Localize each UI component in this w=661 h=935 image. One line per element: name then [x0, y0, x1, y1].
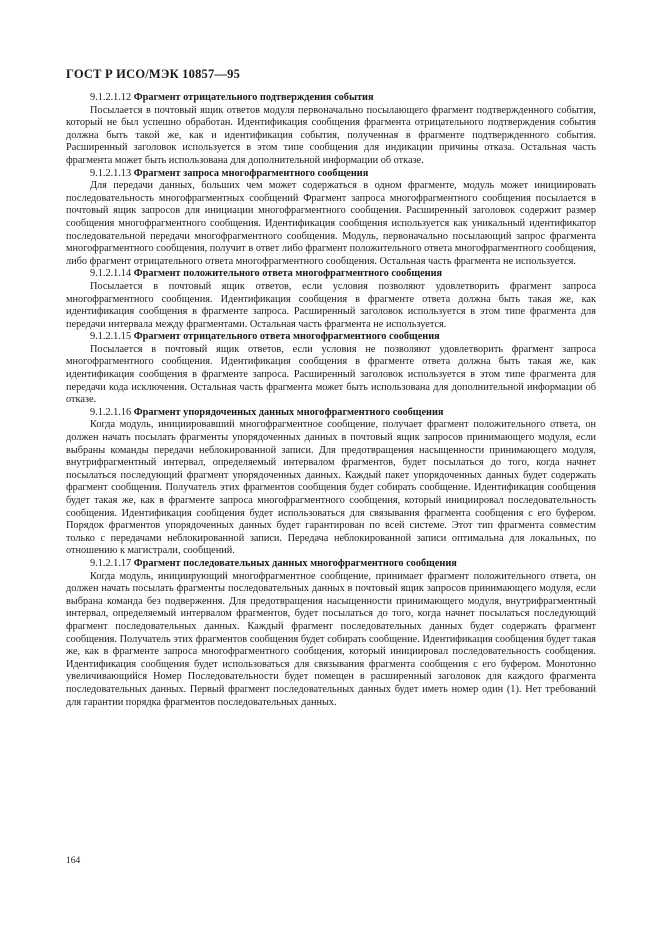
- section-title: Фрагмент упорядоченных данных многофрагментного сообщения: [133, 406, 444, 418]
- section-9-1-2-1-16: [66, 407, 596, 558]
- document-body: [66, 92, 596, 709]
- section-title: Фрагмент отрицательного подтверждения события: [133, 92, 374, 103]
- page-number: 164: [66, 856, 81, 866]
- section-title: Фрагмент положительного ответа многофрагментного сообщения: [133, 268, 443, 280]
- section-heading: [66, 558, 596, 571]
- section-9-1-2-1-13: [66, 168, 596, 269]
- section-paragraph: Для передачи данных, больших чем может содержаться в одном фрагменте, модуль может инициировать последовательность многофрагментных сообщений Фрагмент запроса многофрагментного сообщения посылается в почтовый ящик запросов для инициации многофрагментного сообщения. Расширенный заголовок содержит размер сообщения многофрагментного сообщения. Идентификация сообщения используется как уникальный идентификатор последовательной передачи многофрагментного сообщения. Модуль, первоначально посылающий запрос фрагмента многофрагментного сообщения, получит в ответ либо фрагмент положительного ответа многофрагментного сообщения, либо фрагмент отрицательного ответа многофрагментного сообщения. Остальная часть фрагмента не используется.: [66, 180, 596, 267]
- section-paragraph: Посылается в почтовый ящик ответов модуля первоначально посылающего фрагмент подтвержденного события, который не был успешно обработан. Идентификация сообщения фрагмента отрицательного подтверждения события должна быть такой же, как и идентификация события, полученная в фрагменте подтвержденного события. Расширенный заголовок используется в этом типе сообщения для индикации причины отказа. Остальная часть фрагмента может быть использована для дополнительной информации об отказе.: [66, 104, 596, 166]
- section-9-1-2-1-14: [66, 268, 596, 331]
- section-9-1-2-1-17: [66, 558, 596, 709]
- section-heading: [66, 268, 596, 281]
- section-9-1-2-1-12: [66, 92, 596, 168]
- section-title: Фрагмент запроса многофрагментного сообщения: [133, 167, 369, 179]
- section-number: 9.1.2.1.15: [90, 331, 132, 343]
- document-code-header: ГОСТ Р ИСО/МЭК 10857—95: [66, 67, 241, 81]
- section-title: Фрагмент последовательных данных многофрагментного сообщения: [133, 557, 457, 569]
- section-number: 9.1.2.1.16: [90, 406, 132, 418]
- section-paragraph: Посылается в почтовый ящик ответов, если условия позволяют удовлетворить фрагмент запроса многофрагментного сообщения. Идентификация сообщения в фрагменте ответа должна быть такая же, как идентификация сообщения в фрагменте запроса. Расширенный заголовок используется в этом типе фрагмента для передачи интервала между фрагментами. Остальная часть фрагмента не используется.: [66, 280, 596, 330]
- section-paragraph: Посылается в почтовый ящик ответов, если условия не позволяют удовлетворить фрагмент запроса многофрагментного сообщения. Идентификация сообщения в фрагменте ответа должна быть такая же, как идентификация сообщения в фрагменте запроса. Расширенный заголовок используется в этом типе фрагмента для передачи кода исключения. Остальная часть фрагмента может быть использована для дополнительной информации об отказе.: [66, 343, 596, 406]
- section-heading: [66, 168, 596, 181]
- section-heading: [66, 331, 596, 344]
- section-paragraph: Когда модуль, инициирующий многофрагментное сообщение, принимает фрагмент положительного ответа, он должен начать посылать фрагменты последовательных данных в почтовый ящик запросов принимающего модуля, если выбрана команда без подверження. Для предотвращения насыщенности принимающего модуля, внутрифрагментный интервал, определяемый интервалом фрагментов, будет посылаться до того, когда начнет посылаться последующий фрагмент последовательных данных. Каждый фрагмент последовательных данных будет содержать фрагмент сообщения. Получатель этих фрагментов сообщения будет собирать сообщение. Идентификация сообщения будет такая же, как в фрагменте запроса многофрагментного сообщения, который инициировал последовательность сообщения. Идентификация сообщения будет использоваться для связывания фрагмента сообщения с его буфером. Монотонно увеличивающийся Номер Последовательности будет помещен в расширенный заголовок для каждого фрагмента последовательных данных. Первый фрагмент последовательных данных будет иметь номер один (1). Нет требований для гарантии порядка фрагментов последовательных данных.: [66, 570, 596, 708]
- section-paragraph: Когда модуль, инициировавший многофрагментное сообщение, получает фрагмент положительного ответа, он должен начать посылать фрагменты упорядоченных данных в почтовый ящик запросов принимающего модуля, если выбраны команды передачи неблокированной записи. Для предотвращения насыщенности принимающего модуля, внутрифрагментный интервал, определяемый интервалом фрагментов, будет посылаться до того, когда начнет посылаться последующий фрагмент упорядоченных данных. Каждый пакет упорядоченных данных будет содержать фрагмент сообщения. Получатель этих фрагментов сообщения будет собирать сообщение. Идентификация сообщения будет такая же, как в фрагменте запроса многофрагментного сообщения, который инициировал последовательность сообщения. Идентификация сообщения будет использоваться для связывания фрагмента сообщения с его буфером. Порядок фрагментов упорядоченных данных будет гарантирован по всей системе. Этот тип фрагмента совместим только с передачами неблокированной записи. Передача неблокированной записи оптимальна для локальных, по отношению к магистрали, сообщений.: [66, 419, 596, 557]
- section-heading: [66, 92, 596, 105]
- section-heading: [66, 407, 596, 420]
- section-number: 9.1.2.1.14: [90, 268, 132, 280]
- section-number: 9.1.2.1.17: [90, 557, 132, 569]
- section-number: 9.1.2.1.13: [90, 167, 132, 179]
- section-number: 9.1.2.1.12: [90, 92, 132, 103]
- section-title: Фрагмент отрицательного ответа многофрагментного сообщения: [133, 331, 440, 343]
- section-9-1-2-1-15: [66, 331, 596, 407]
